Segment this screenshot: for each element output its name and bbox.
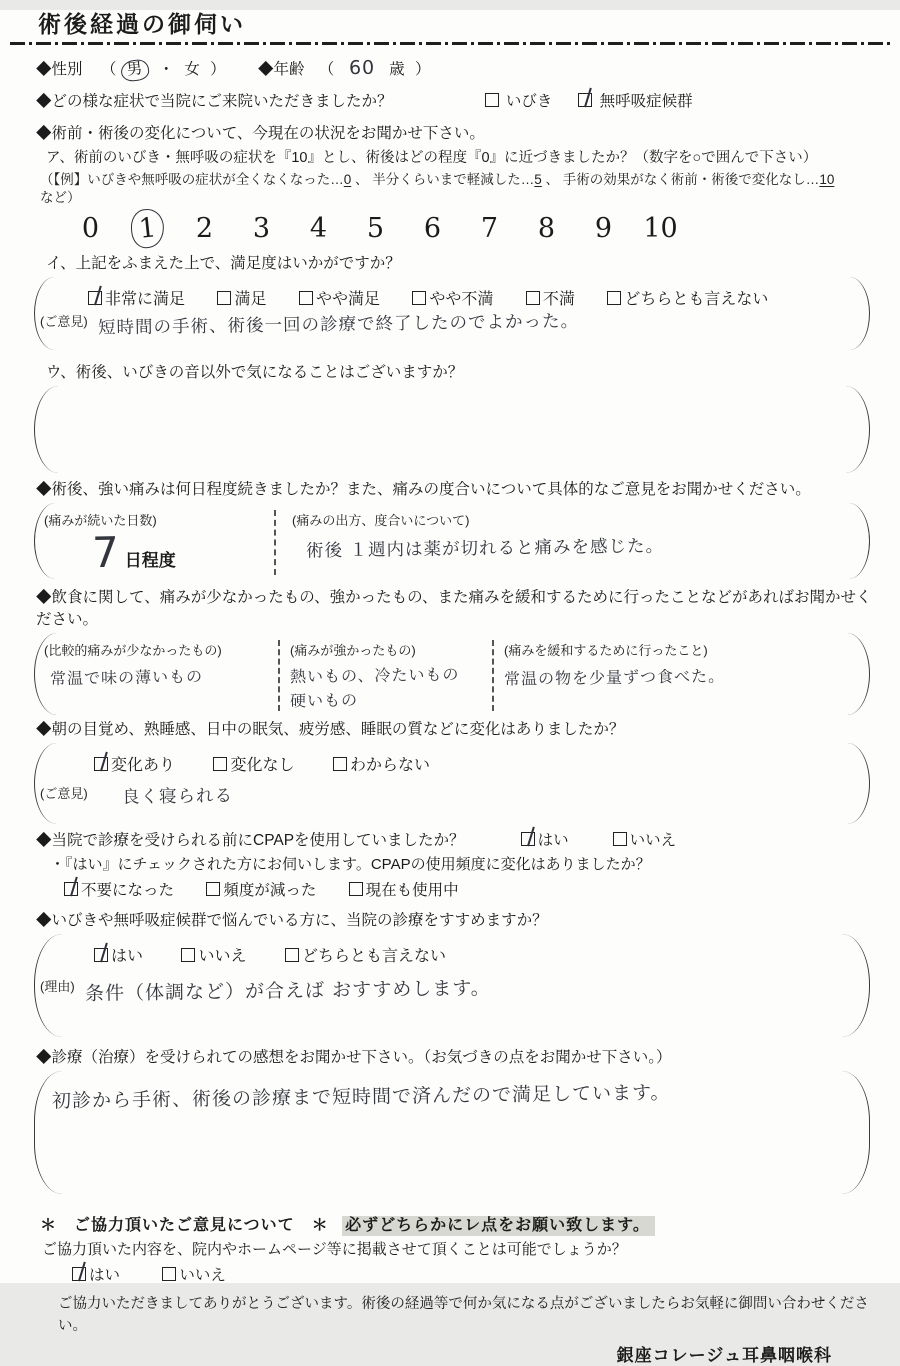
eating-less-pain-handwritten: 常温で味の薄いもの	[49, 667, 204, 689]
option-satisfied-label: 満足	[234, 291, 267, 309]
scanned-questionnaire-page	[0, 10, 900, 1366]
change-example-line	[40, 171, 872, 207]
option-change-no-label: 変化なし	[230, 757, 295, 775]
checkbox-publish-yes-icon	[72, 1267, 86, 1281]
eating-question: ◆飲食に関して、痛みが少なかったもの、強かったもの、また痛みを緩和するために行ったことなどがあればお聞かせください。	[36, 589, 872, 629]
pain-days-line	[91, 528, 266, 578]
option-publish-no-label: いいえ	[179, 1267, 226, 1285]
clinic-name: 銀座コレージュ耳鼻咽喉科	[616, 1346, 832, 1366]
eating-columns	[44, 640, 826, 711]
checkbox-cpap-unneeded-icon	[64, 882, 78, 896]
change-sub-a: ア、術前のいびき・無呼吸の症状を『10』とし、術後はどの程度『0』に近づきましたか？（数字を○で囲んで下さい）	[46, 150, 818, 167]
recommend-answer-box	[30, 934, 874, 1037]
example-underline-0: 0	[343, 172, 352, 188]
option-cpap-reduced	[206, 880, 316, 902]
consent-note-highlight: 必ずどちらかにレ点をお願い致します。	[342, 1216, 655, 1236]
gender-label: ◆性別	[36, 61, 83, 78]
checkbox-dissatisfied-icon	[526, 291, 540, 305]
pain-question: ◆術後、強い痛みは何日程度続きましたか？また、痛みの度合いについて具体的なご意見をお聞かせください。	[36, 481, 811, 499]
recommend-reason-handwritten: 条件（体調など）が合えば おすすめします。	[84, 977, 491, 1006]
eating-less-pain-column	[44, 640, 278, 711]
option-neither-label: どちらとも言えない	[624, 291, 769, 309]
example-part1: （【例】いびきや無呼吸の症状が全くなくなった…	[40, 172, 344, 188]
option-recommend-neither	[285, 943, 446, 966]
example-underline-5: 5	[534, 172, 542, 188]
checkbox-change-no-icon	[213, 757, 227, 771]
age-paren-open: （	[318, 61, 335, 78]
satisfaction-comment-line	[40, 311, 826, 339]
option-change-yes-label: 変化あり	[111, 757, 176, 775]
option-dissatisfied-label: 不満	[542, 291, 575, 309]
comment-label: (ご意見)	[40, 314, 88, 330]
option-recommend-neither-label: どちらとも言えない	[301, 948, 446, 966]
page-title: 術後経過の御伺い	[38, 12, 246, 37]
checkbox-recommend-neither-icon	[285, 948, 299, 962]
satisfaction-options	[88, 286, 826, 309]
checkbox-neither-icon	[607, 291, 621, 305]
sleep-options	[94, 752, 826, 775]
option-snoring-label: いびき	[505, 93, 553, 111]
scale-number-4: 4	[309, 212, 328, 244]
recommend-question: ◆いびきや無呼吸症候群で悩んでいる方に、当院の診療をすすめますか？	[36, 912, 548, 930]
checkbox-somewhat-satisfied-icon	[299, 291, 313, 305]
satisfaction-answer-box	[30, 277, 874, 350]
option-cpap-yes-label: はい	[537, 832, 569, 850]
option-cpap-yes	[521, 830, 569, 852]
scale-number-10: 10	[643, 212, 678, 244]
example-part3: 、 手術の効果がなく術前・術後で変化なし…	[541, 172, 820, 188]
option-recommend-yes	[94, 943, 143, 966]
option-satisfied	[217, 286, 266, 309]
option-cpap-no-label: いいえ	[629, 832, 677, 850]
checkbox-cpap-still-using-icon	[349, 882, 363, 896]
example-underline-10: 10	[819, 172, 835, 188]
option-very-satisfied-label: 非常に満足	[105, 291, 186, 309]
pain-days-unit: 日程度	[124, 551, 176, 571]
checkbox-cpap-no-icon	[613, 832, 627, 846]
checkbox-somewhat-dissatisfied-icon	[412, 291, 426, 305]
publish-question: ご協力頂いた内容を、院内やホームページ等に掲載させて頂くことは可能でしょうか？	[42, 1241, 627, 1259]
option-recommend-yes-label: はい	[111, 948, 144, 966]
age-label: ◆年齢	[257, 61, 305, 78]
pain-answer-box	[30, 503, 874, 579]
impression-answer-box	[30, 1071, 874, 1194]
option-cpap-still-using-label: 現在も使用中	[365, 882, 459, 900]
sleep-question: ◆朝の目覚め、熟睡感、日中の眠気、疲労感、睡眠の質などに変化はありましたか？	[36, 721, 625, 739]
scale-number-9: 9	[594, 212, 613, 244]
option-change-unknown	[333, 752, 430, 775]
age-unit: 歳	[389, 61, 405, 78]
sleep-comment-handwritten: 良く寝られる	[121, 786, 233, 809]
consent-note-line	[40, 1212, 872, 1235]
gender-paren-close: ）	[210, 61, 226, 78]
checkbox-cpap-reduced-icon	[206, 882, 220, 896]
scale-number-6: 6	[423, 212, 442, 244]
gender-female: 女	[184, 61, 200, 78]
option-cpap-still-using	[349, 880, 459, 902]
option-somewhat-satisfied-label: やや満足	[315, 291, 380, 309]
scale-number-7: 7	[480, 212, 499, 244]
option-change-yes	[94, 752, 175, 775]
other-concerns-question: ウ、術後、いびきの音以外で気になることはございますか？	[46, 364, 464, 382]
eating-more-pain-label: (痛みが強かったもの)	[290, 643, 416, 659]
scale-number-1-selected	[119, 209, 176, 248]
option-publish-yes-label: はい	[89, 1267, 121, 1285]
option-publish-yes	[72, 1265, 120, 1287]
cpap-question-row	[36, 830, 872, 852]
publish-options	[72, 1265, 872, 1287]
pain-columns	[44, 510, 826, 578]
option-dissatisfied	[526, 286, 575, 309]
symptom-question: ◆どの様な症状で当院にご来院いただきましたか？	[36, 93, 393, 111]
pain-detail-column	[276, 510, 826, 575]
checkbox-satisfied-icon	[217, 291, 231, 305]
option-cpap-no	[613, 830, 677, 852]
symptom-row	[36, 91, 872, 113]
checkbox-recommend-yes-icon	[94, 948, 108, 962]
scale-number-2: 2	[195, 212, 214, 244]
example-part2: 、 半分くらいまで軽減した…	[351, 172, 535, 188]
satisfaction-comment-handwritten: 短時間の手術、術後一回の診療で終了したのでよかった。	[97, 311, 579, 339]
option-cpap-reduced-label: 頻度が減った	[223, 882, 317, 900]
option-publish-no	[162, 1265, 226, 1287]
eating-answer-box	[30, 633, 874, 715]
option-very-satisfied	[88, 286, 185, 309]
eating-relief-handwritten: 常温の物を少量ずつ食べた。	[503, 666, 726, 689]
gender-male-circled: 男	[119, 58, 149, 82]
recommend-reason-label: (理由)	[40, 979, 75, 995]
dash-dot-divider	[10, 42, 890, 45]
checkbox-recommend-no-icon	[181, 948, 195, 962]
option-somewhat-satisfied	[299, 286, 380, 309]
checkbox-change-unknown-icon	[333, 757, 347, 771]
sleep-comment-line	[40, 783, 826, 808]
checkbox-change-yes-icon	[94, 757, 108, 771]
impression-answer-handwritten: 初診から手術、術後の診療まで短時間で済んだので満足しています。	[51, 1081, 671, 1113]
consent-note-prefix: ＊ ご協力頂いたご意見について ＊	[40, 1217, 329, 1235]
gender-paren-open: （	[100, 61, 117, 78]
option-somewhat-dissatisfied	[412, 286, 493, 309]
cpap-followup-options	[64, 880, 872, 902]
eating-relief-label: (痛みを緩和するために行ったこと)	[504, 643, 708, 659]
scale-number-3: 3	[252, 212, 271, 244]
age-paren-close: ）	[414, 61, 431, 78]
option-sleep-apnea	[578, 91, 692, 113]
checkbox-snoring-icon	[485, 93, 499, 107]
option-somewhat-dissatisfied-label: やや不満	[429, 291, 494, 309]
option-snoring	[485, 91, 553, 113]
demographics-row	[36, 57, 872, 81]
checkbox-sleep-apnea-icon	[578, 93, 592, 107]
scale-number-0: 0	[81, 212, 100, 244]
recommend-options	[94, 943, 826, 966]
pain-days-label: (痛みが続いた日数)	[44, 513, 157, 529]
satisfaction-question: イ、上記をふまえた上で、満足度はいかがですか？	[46, 255, 401, 273]
eating-more-pain-handwritten-line1: 熱いもの、冷たいもの	[289, 665, 460, 687]
checkbox-cpap-yes-icon	[521, 832, 535, 846]
recommend-reason-line	[40, 976, 826, 1006]
cpap-question: ◆当院で診療を受けられる前にCPAPを使用していましたか？	[36, 832, 465, 850]
eating-more-pain-column	[278, 640, 492, 711]
option-sleep-apnea-label: 無呼吸症候群	[599, 93, 693, 111]
change-heading: ◆術前・術後の変化について、今現在の状況をお聞かせ下さい。	[36, 125, 485, 143]
option-change-no	[213, 752, 294, 775]
example-part4: など）	[40, 190, 81, 206]
pain-detail-label: (痛みの出方、度合いについて)	[292, 513, 470, 529]
other-concerns-answer-box	[30, 386, 874, 473]
option-recommend-no	[181, 943, 246, 966]
hand-drawn-circle: 1	[129, 207, 166, 249]
pain-scale-row	[62, 207, 900, 249]
checkbox-publish-no-icon	[162, 1267, 176, 1281]
eating-less-pain-label: (比較的痛みが少なかったもの)	[44, 643, 222, 659]
checkbox-very-satisfied-icon	[88, 291, 102, 305]
option-neither	[607, 286, 768, 309]
pain-days-column	[44, 510, 276, 578]
scale-number-5: 5	[366, 212, 385, 244]
cpap-followup-question: ・『はい』にチェックされた方にお伺いします。CPAPの使用頻度に変化はありましたか？	[50, 856, 651, 874]
option-cpap-unneeded	[64, 880, 174, 902]
option-cpap-unneeded-label: 不要になった	[81, 882, 175, 900]
option-recommend-no-label: いいえ	[198, 948, 247, 966]
thanks-message: ご協力いただきましてありがとうございます。術後の経過等で何か気になる点がございましたらお気軽に御問い合わせください。	[58, 1296, 869, 1335]
sleep-answer-box	[30, 743, 874, 824]
age-value-handwritten: 60	[348, 56, 375, 80]
scale-number-8: 8	[537, 212, 556, 244]
sleep-comment-label: (ご意見)	[40, 786, 88, 802]
gender-dot: ・	[158, 61, 174, 78]
option-change-unknown-label: わからない	[349, 757, 430, 775]
pain-days-value-handwritten: 7	[91, 528, 120, 578]
pain-detail-handwritten: 術後 １週内は薬が切れると痛みを感じた。	[305, 536, 665, 562]
eating-more-pain-handwritten-line2: 硬いもの	[289, 690, 359, 711]
impression-question: ◆診療（治療）を受けられての感想をお聞かせ下さい。（お気づきの点をお聞かせ下さい。）	[36, 1049, 672, 1067]
eating-relief-column	[492, 640, 826, 711]
